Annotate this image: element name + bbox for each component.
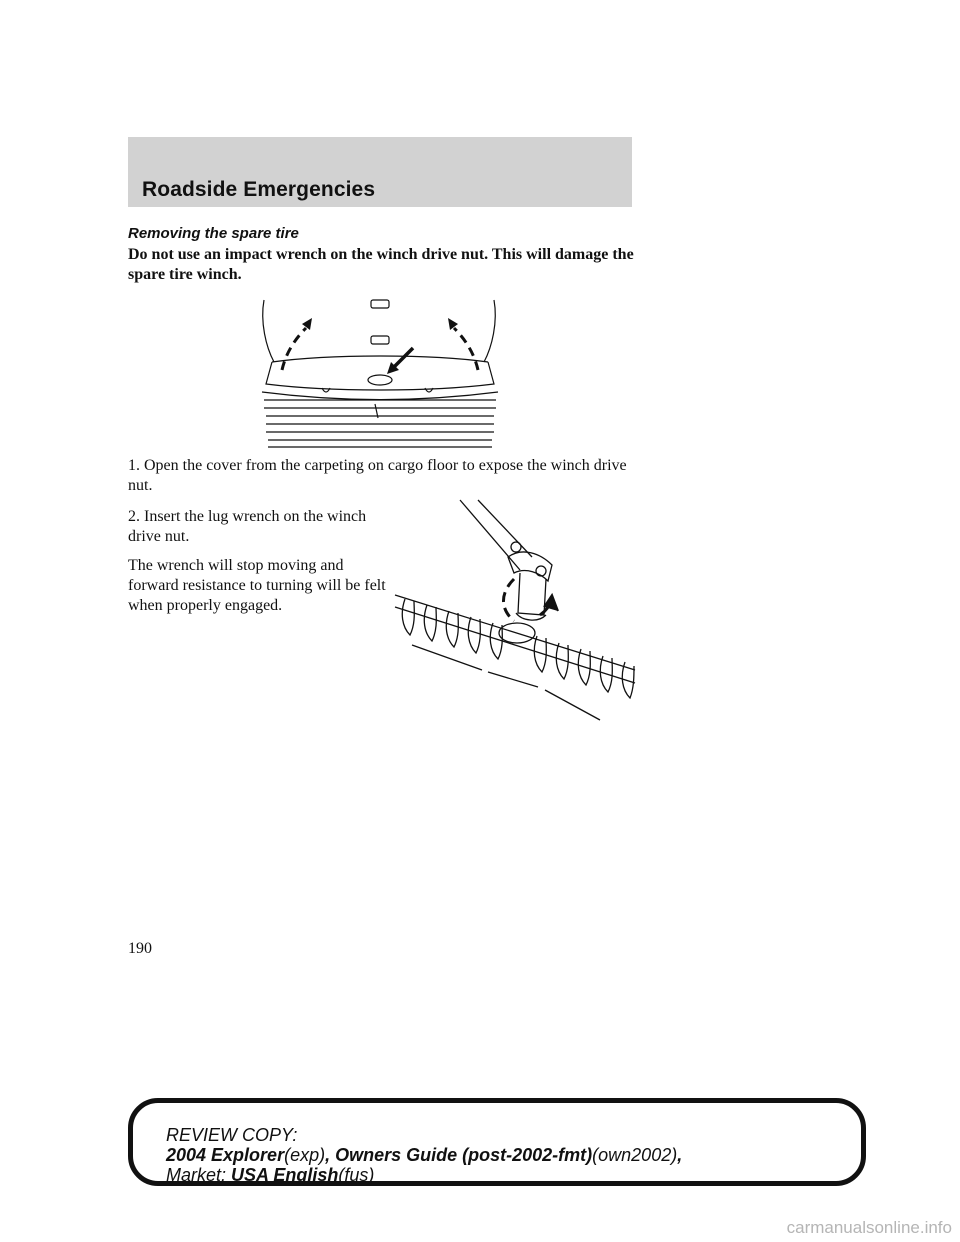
vehicle-name: 2004 Explorer [166, 1145, 285, 1165]
page-number: 190 [128, 940, 152, 957]
cargo-floor-cover-illustration [250, 292, 510, 452]
review-copy-text [166, 1125, 682, 1185]
subheading: Removing the spare tire [128, 225, 299, 242]
guide-code: (own2002) [592, 1145, 678, 1165]
review-label: REVIEW COPY: [166, 1125, 298, 1145]
separator: , [677, 1145, 683, 1165]
section-title: Roadside Emergencies [142, 178, 376, 201]
watermark-text: carmanualsonline.info [786, 1218, 952, 1237]
guide-name: Owners Guide (post-2002-fmt) [330, 1145, 593, 1165]
review-document-line [166, 1145, 682, 1165]
lug-wrench-on-winch-nut-illustration [390, 495, 640, 725]
step-2-text: 2. Insert the lug wrench on the winch drive nut. [128, 508, 367, 545]
separator: , [325, 1145, 331, 1165]
review-market-line [166, 1165, 682, 1185]
warning-text: Do not use an impact wrench on the winch drive nut. This will damage the spare tire winch. [128, 246, 634, 283]
step-1-text: 1. Open the cover from the carpeting on cargo floor to expose the winch drive nut. [128, 457, 627, 494]
market-label: Market: [166, 1165, 227, 1185]
market-code: (fus) [338, 1165, 375, 1185]
vehicle-code: (exp) [284, 1145, 326, 1165]
step-2-note-text: The wrench will stop moving and forward resistance to turning will be felt when properly engaged. [128, 557, 386, 614]
market-name: USA English [231, 1165, 339, 1185]
